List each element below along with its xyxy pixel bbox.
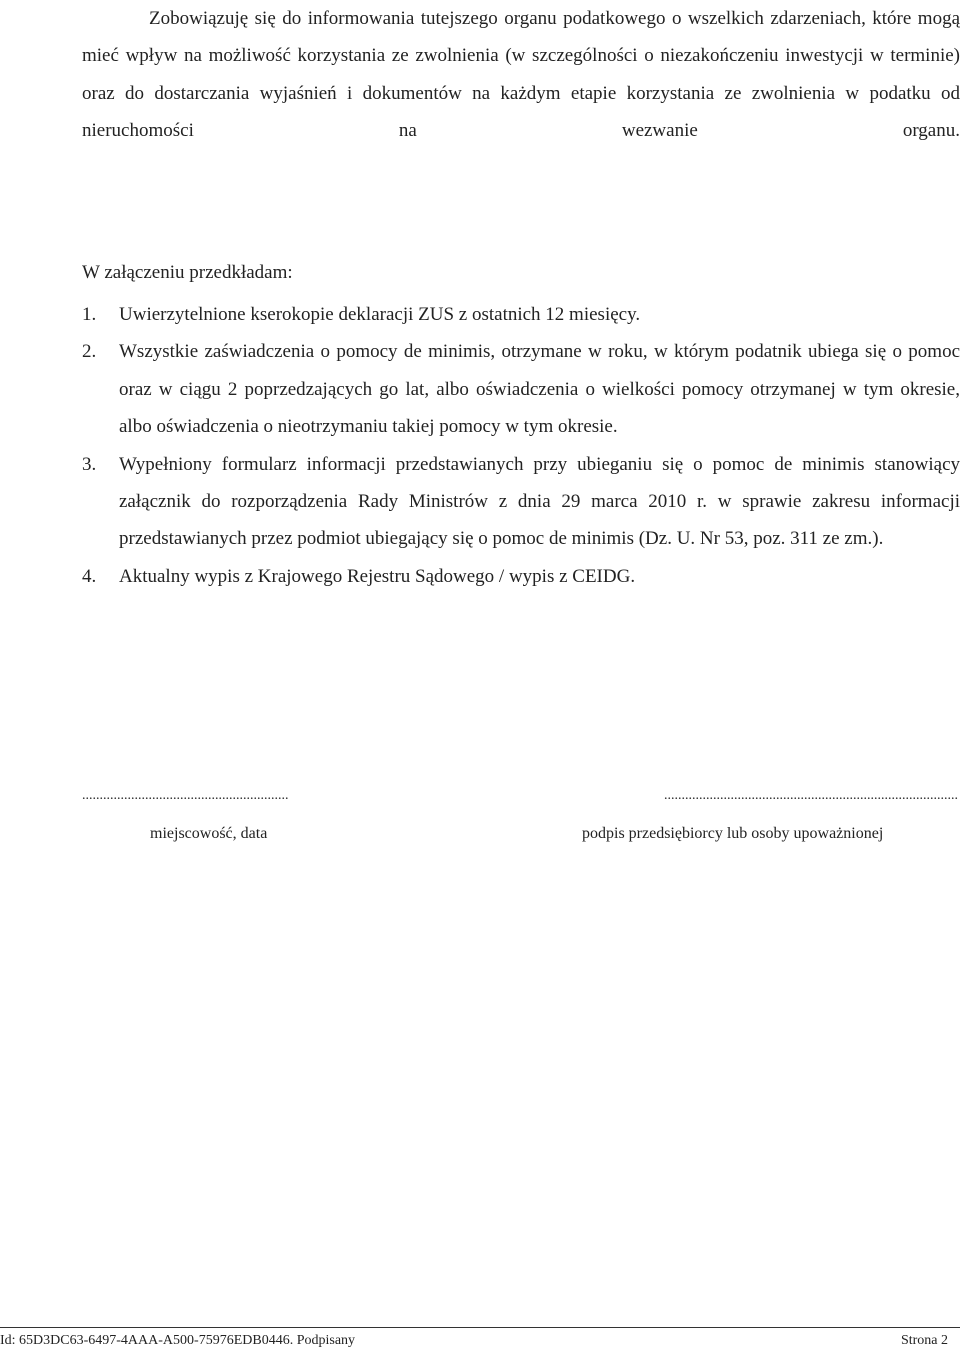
list-item-text: Wszystkie zaświadczenia o pomocy de minimis, otrzymane w roku, w którym podatnik ubiega się o pomoc oraz w ciągu 2 poprzedzających go lat, albo oświadczenia o wielkości pomocy otrzymanej w tym okresie, albo oświadczenia o nieotrzymaniu takiej pomocy w tym okresie. [119, 341, 960, 438]
list-item [82, 333, 960, 445]
page-number: Strona 2 [900, 1333, 948, 1348]
signature-dotted-line: .................................................................................... [664, 788, 958, 803]
list-item-number: 4. [82, 565, 97, 587]
list-item [82, 296, 960, 333]
list-item-text: Uwierzytelnione kserokopie deklaracji ZUS z ostatnich 12 miesięcy. [119, 304, 641, 325]
list-item-number: 3. [82, 453, 97, 475]
list-item-text: Wypełniony formularz informacji przedstawianych przy ubieganiu się o pomoc de minimis stanowiący załącznik do rozporządzenia Rady Ministrów z dnia 29 marca 2010 r. w sprawie zakresu informacji przedstawianych przez podmiot ubiegający się o pomoc de minimis (Dz. U. Nr 53, poz. 311 ze zm.). [119, 453, 960, 550]
list-item-number: 2. [82, 341, 97, 363]
list-item-text: Aktualny wypis z Krajowego Rejestru Sądowego / wypis z CEIDG. [119, 565, 636, 587]
signature-caption: podpis przedsiębiorcy lub osoby upoważnionej [582, 825, 884, 842]
place-date-caption: miejscowość, data [150, 825, 268, 842]
list-item [82, 446, 960, 558]
attachments-list [82, 296, 960, 595]
document-id: Id: 65D3DC63-6497-4AAA-A500-75976EDB0446. Podpisany [0, 1333, 356, 1348]
footer-divider [0, 1327, 960, 1328]
intro-paragraph: Zobowiązuję się do informowania tutejszego organu podatkowego o wszelkich zdarzeniach, które mogą mieć wpływ na możliwość korzystania ze zwolnienia (w szczególności o niezakończeniu inwestycji w terminie) oraz do dostarczania wyjaśnień i dokumentów na każdym etapie korzystania ze zwolnienia w podatku od nieruchomości na wezwanie organu. [82, 8, 960, 142]
place-date-dotted-line: ........................................................... [82, 788, 289, 803]
page-footer [0, 1331, 960, 1351]
list-item [82, 558, 960, 595]
attachments-heading: W załączeniu przedkładam: [82, 262, 293, 283]
list-item-number: 1. [82, 304, 97, 325]
